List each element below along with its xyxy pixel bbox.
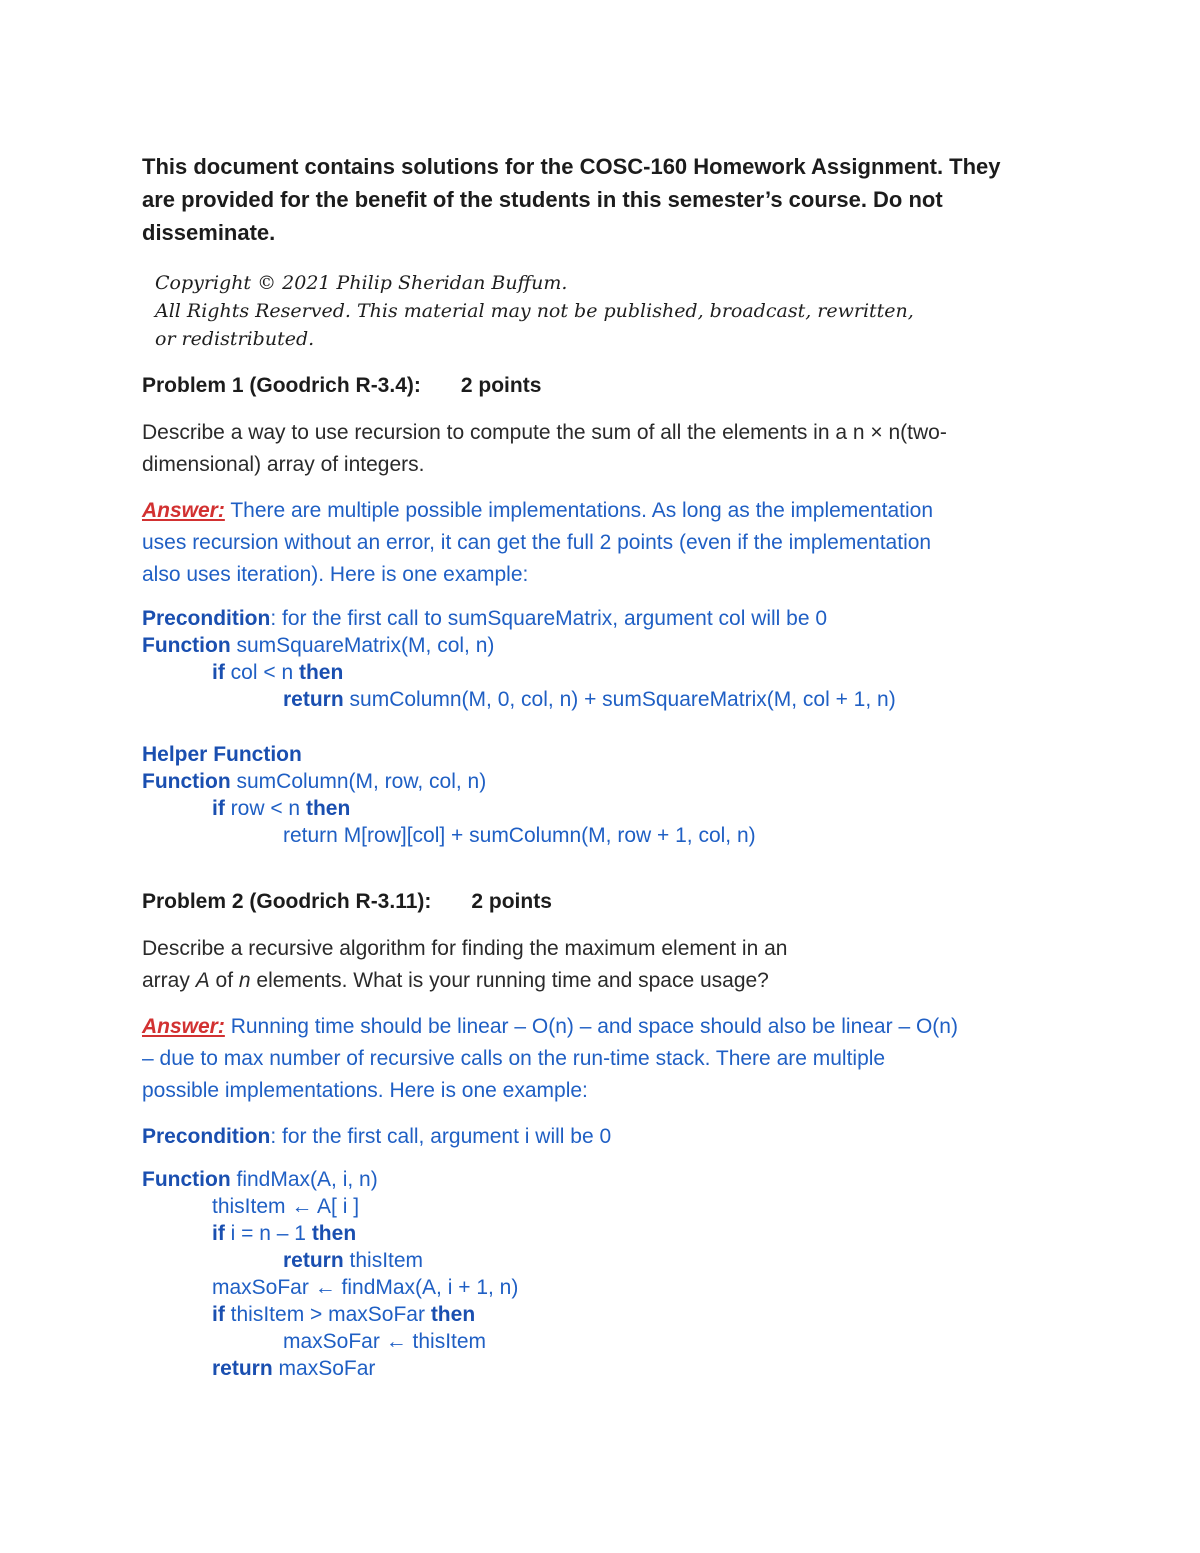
problem-1-description (142, 417, 1072, 481)
return-value: maxSoFar (272, 1357, 376, 1380)
function-signature: sumSquareMatrix(M, col, n) (230, 634, 495, 657)
intro-paragraph (142, 150, 1072, 249)
code-line (142, 1355, 1072, 1382)
code-line (142, 741, 1072, 768)
desc-line: Describe a recursive algorithm for finding the maximum element in an (142, 937, 788, 960)
assign-statement: thisItem ← A[ i ] (212, 1195, 360, 1218)
if-condition: i = n – 1 (224, 1222, 312, 1245)
function-signature: findMax(A, i, n) (230, 1168, 378, 1191)
function-keyword: Function (142, 634, 231, 657)
problem-1-points: 2 points (460, 374, 542, 397)
problem-2-title (142, 887, 1072, 917)
assign-statement: maxSoFar ← findMax(A, i + 1, n) (212, 1276, 519, 1299)
copyright-line: Copyright © 2021 Philip Sheridan Buffum. (155, 272, 568, 294)
problem-2-heading: Problem 2 (Goodrich R-3.11): (142, 890, 432, 913)
document-page (142, 150, 1072, 1382)
helper-function-pseudocode (142, 741, 1072, 849)
intro-line: This document contains solutions for the COSC-160 Homework Assignment. They (142, 154, 1001, 179)
desc-line: Describe a way to use recursion to compute the sum of all the elements in a n × n(two- (142, 421, 947, 444)
helper-title: Helper Function (142, 743, 302, 766)
if-condition: col < n (224, 661, 299, 684)
desc-text: elements. What is your running time and space usage? (250, 969, 769, 992)
problem-2-answer (142, 1011, 1072, 1107)
code-line (142, 1166, 1072, 1193)
intro-line: are provided for the benefit of the students in this semester’s course. Do not (142, 187, 943, 212)
if-keyword: if (212, 661, 225, 684)
answer-text: There are multiple possible implementations. As long as the implementation (224, 499, 934, 522)
return-keyword: return (283, 688, 344, 711)
code-line (142, 605, 1072, 632)
intro-line: disseminate. (142, 220, 276, 245)
desc-line: dimensional) array of integers. (142, 453, 425, 476)
answer-line: uses recursion without an error, it can get the full 2 points (even if the implementation (142, 531, 932, 554)
then-keyword: then (305, 797, 351, 820)
answer-line: also uses iteration). Here is one example: (142, 563, 529, 586)
copyright-notice (155, 269, 1072, 353)
problem-1-heading: Problem 1 (Goodrich R-3.4): (142, 374, 421, 397)
precondition-keyword: Precondition (142, 1125, 271, 1148)
answer-label: Answer: (142, 499, 225, 522)
desc-line (142, 965, 1072, 997)
code-line (142, 822, 1072, 849)
code-line (142, 795, 1072, 822)
return-value: thisItem (343, 1249, 424, 1272)
code-line (142, 659, 1072, 686)
code-line (142, 1328, 1072, 1355)
code-line (142, 686, 1072, 713)
code-line (142, 1247, 1072, 1274)
if-keyword: if (212, 797, 225, 820)
problem-2-points: 2 points (471, 890, 552, 913)
return-keyword: return (283, 1249, 344, 1272)
return-expression: sumColumn(M, 0, col, n) + sumSquareMatrix(M, col + 1, n) (343, 688, 896, 711)
function-signature: sumColumn(M, row, col, n) (230, 770, 487, 793)
problem-2-pseudocode (142, 1166, 1072, 1382)
problem-1-answer (142, 495, 1072, 591)
answer-line: – due to max number of recursive calls on the run-time stack. There are multiple (142, 1047, 886, 1070)
assign-statement: maxSoFar ← thisItem (283, 1330, 487, 1353)
problem-1-pseudocode (142, 605, 1072, 713)
precondition-text: : for the first call, argument i will be 0 (270, 1125, 612, 1148)
code-line (142, 632, 1072, 659)
code-line (142, 1123, 1072, 1150)
answer-label: Answer: (142, 1015, 225, 1038)
problem-2-description (142, 933, 1072, 997)
problem-1-title (142, 371, 1072, 401)
return-keyword: return (212, 1357, 273, 1380)
copyright-line: or redistributed. (155, 328, 315, 350)
desc-var-A: A (195, 969, 210, 992)
code-line (142, 1274, 1072, 1301)
problem-2-precondition (142, 1123, 1072, 1150)
answer-text: Running time should be linear – O(n) – and space should also be linear – O(n) (224, 1015, 958, 1038)
if-keyword: if (212, 1222, 225, 1245)
desc-text: array (142, 969, 196, 992)
if-condition: row < n (224, 797, 306, 820)
function-keyword: Function (142, 770, 231, 793)
code-line (142, 1220, 1072, 1247)
precondition-text: : for the first call to sumSquareMatrix, argument col will be 0 (270, 607, 828, 630)
desc-var-n: n (238, 969, 251, 992)
then-keyword: then (430, 1303, 476, 1326)
function-keyword: Function (142, 1168, 231, 1191)
then-keyword: then (298, 661, 344, 684)
if-keyword: if (212, 1303, 225, 1326)
return-expression: return M[row][col] + sumColumn(M, row + 1, col, n) (283, 824, 756, 847)
code-line (142, 768, 1072, 795)
answer-line: possible implementations. Here is one example: (142, 1079, 588, 1102)
precondition-keyword: Precondition (142, 607, 271, 630)
then-keyword: then (311, 1222, 357, 1245)
code-line (142, 1301, 1072, 1328)
desc-text: of (209, 969, 239, 992)
if-condition: thisItem > maxSoFar (224, 1303, 431, 1326)
code-line (142, 1193, 1072, 1220)
copyright-line: All Rights Reserved. This material may not be published, broadcast, rewritten, (155, 300, 914, 322)
